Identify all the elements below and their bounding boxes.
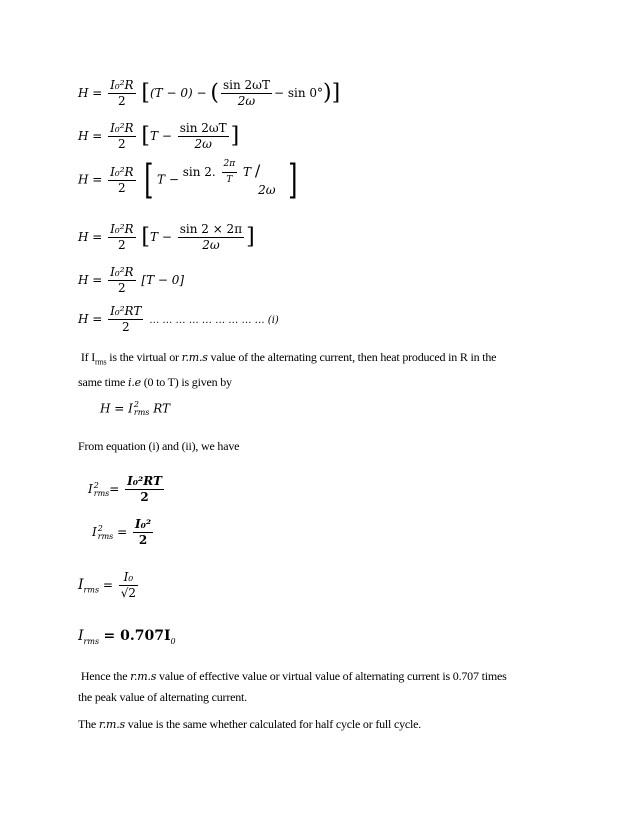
equation-term: T − xyxy=(150,230,172,244)
equation-term: RT xyxy=(153,401,171,416)
fraction-numerator: I₀²R xyxy=(110,164,134,179)
equation-lhs: I xyxy=(92,525,97,539)
equation-3: H = $\frac{\text{I₀²R}}{2}$ [ T − sin 2. $\frac{2\pi}{T}$ T / 2ω ] xyxy=(78,157,298,203)
equation-term: T − xyxy=(150,129,172,143)
equation-lhs: I xyxy=(78,628,84,644)
fraction-denominator: 2ω xyxy=(237,94,256,108)
subscript: rms xyxy=(97,531,114,541)
subscript: rms xyxy=(83,636,100,646)
paragraph-from-equation xyxy=(78,436,239,456)
equation-lhs: H = xyxy=(78,86,103,100)
equation-result-2 xyxy=(92,517,155,548)
equation-term: T − xyxy=(157,172,179,187)
fraction-denominator: 2 xyxy=(118,238,126,252)
equation-2: H = $\frac{\text{I₀²R}}{2}$ [T − $\frac{\sin 2\omega T}{2\omega}$ ] xyxy=(78,121,240,151)
superscript: 2 xyxy=(93,480,99,490)
text: same time xyxy=(78,375,128,390)
equation-lhs: H = xyxy=(78,273,103,287)
equation-label: … … … … … … … … … (i) xyxy=(149,315,279,326)
subscript: rms xyxy=(83,585,100,595)
fraction-numerator: sin 2ωT xyxy=(222,78,270,92)
fraction-denominator: 2ω xyxy=(202,238,220,252)
fraction-denominator: 2 xyxy=(118,94,126,108)
text: value is the same whether calculated for half cycle or full cycle. xyxy=(124,717,422,731)
equation-lhs: H = I xyxy=(100,401,133,416)
equation-4: H = $\frac{\text{I₀²R}}{2}$ [T − $\frac{\sin 2 \times 2\pi}{2\omega}$ ] xyxy=(78,222,255,252)
fraction-denominator: 2 xyxy=(140,490,149,504)
subscript: rms xyxy=(93,488,110,498)
equation-result-1 xyxy=(88,474,166,505)
equation-term: = 0.707I xyxy=(103,628,171,644)
equation-term: (T − 0) − xyxy=(150,86,207,100)
fraction-denominator: 2 xyxy=(121,320,130,334)
fraction-numerator: I₀²RT xyxy=(110,304,142,318)
equation-result-4 xyxy=(78,628,176,646)
equation-lhs: H = xyxy=(78,129,103,143)
division-slash: / xyxy=(254,160,261,180)
fraction-numerator: 2π xyxy=(222,157,238,173)
fraction-numerator: I₀² xyxy=(134,517,152,531)
superscript: 2 xyxy=(97,523,103,533)
fraction-numerator: I₀²R xyxy=(110,265,134,279)
fraction-numerator: sin 2 × 2π xyxy=(179,222,243,236)
equals-sign: = xyxy=(117,525,128,539)
fraction-numerator: I₀²R xyxy=(110,222,134,236)
fraction-denominator: T xyxy=(226,174,233,185)
equation-term: T xyxy=(243,164,252,179)
subscript: 0 xyxy=(170,636,176,646)
fraction-numerator: I₀²RT xyxy=(127,474,162,488)
text: From equation (i) and (ii), we have xyxy=(78,439,240,453)
fraction-denominator: 2 xyxy=(138,533,148,547)
math-inline: r.m.s xyxy=(98,718,125,731)
fraction-numerator: I₀²R xyxy=(110,121,134,135)
subscript: rms xyxy=(95,357,107,367)
equals-sign: = xyxy=(102,578,113,592)
text: is the virtual or xyxy=(106,350,182,364)
equation-term: [T − 0] xyxy=(141,273,185,287)
equation-1: H = $\frac{\text{I₀²R}}{2}$ [(T − 0) − ( $\frac{\sin 2\omega T}{2\omega}$ − sin 0°)] xyxy=(78,78,341,108)
subscript: rms xyxy=(133,408,150,417)
equation-result-3 xyxy=(78,570,140,601)
equation-lhs: I xyxy=(78,577,84,593)
equation-lhs: H = xyxy=(78,172,103,187)
math-inline: r.m.s xyxy=(130,670,157,683)
superscript: 2 xyxy=(133,400,139,409)
fraction-denominator: 2 xyxy=(118,281,126,295)
text: (0 to T) is given by xyxy=(140,375,232,390)
text: The xyxy=(78,717,99,731)
text: If I xyxy=(80,350,96,364)
fraction-numerator: sin 2ωT xyxy=(179,121,227,135)
fraction-denominator: √2 xyxy=(120,586,137,600)
fraction-numerator: I₀²R xyxy=(110,78,134,92)
equation-term: 2ω xyxy=(258,182,276,197)
text: value of the alternating current, then heat produced in R in the xyxy=(207,350,497,364)
text: value of effective value or virtual value of alternating current is 0.707 times xyxy=(156,669,507,683)
math-inline: i.e xyxy=(128,376,141,390)
equation-5 xyxy=(78,265,184,296)
text: the peak value of alternating current. xyxy=(78,690,247,704)
paragraph-heat xyxy=(78,347,558,393)
equation-term: sin 2. xyxy=(182,164,216,179)
equation-lhs: I xyxy=(88,482,93,496)
paragraph-half-cycle xyxy=(78,714,558,735)
equation-lhs: H = xyxy=(78,312,103,326)
fraction-numerator: I₀ xyxy=(119,570,138,586)
fraction-denominator: 2ω xyxy=(194,137,212,151)
equation-lhs: H = xyxy=(78,230,103,244)
equation-heat xyxy=(100,401,170,417)
fraction-denominator: 2 xyxy=(118,180,126,195)
fraction-denominator: 2 xyxy=(118,137,126,151)
paragraph-hence xyxy=(78,666,558,707)
text: Hence the xyxy=(80,669,131,683)
equation-6 xyxy=(78,304,279,335)
equals-sign: = xyxy=(109,482,120,496)
math-inline: r.m.s xyxy=(181,351,208,364)
equation-term: − sin 0° xyxy=(273,86,323,100)
